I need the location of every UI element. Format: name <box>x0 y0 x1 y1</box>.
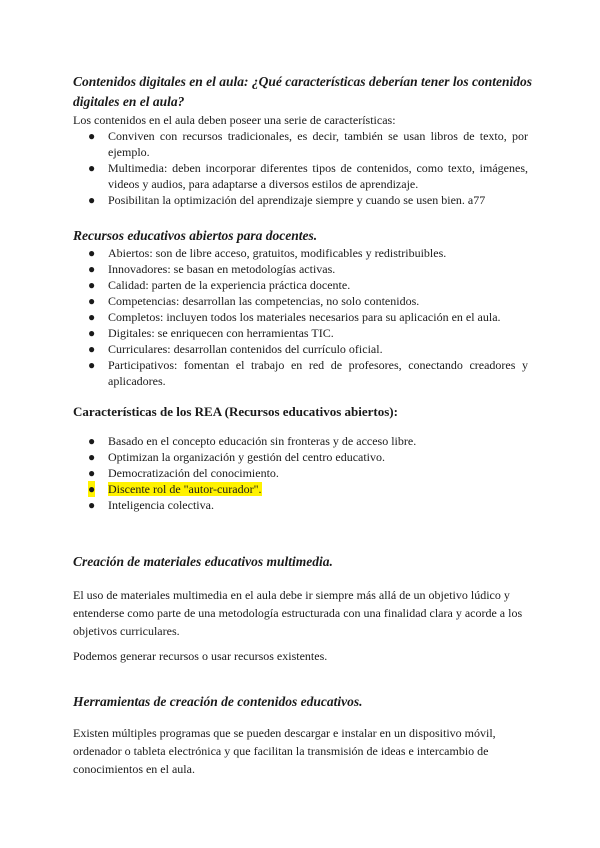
bullet-icon: ● <box>88 326 96 340</box>
bullet-icon: ● <box>88 294 96 308</box>
bullet-icon: ● <box>88 434 96 448</box>
list-item: ● Curriculares: desarrollan contenidos del currículo oficial. <box>88 342 383 356</box>
highlighted-text: Discente rol de "autor-curador". <box>108 482 262 496</box>
bullet-icon: ● <box>88 161 96 175</box>
bullet-icon: ● <box>88 358 96 372</box>
paragraph-multimedia-use: El uso de materiales multimedia en el aula debe ir siempre más allá de un objetivo lúdico y entenderse como parte de una metodología estructurada con una finalidad clara y acorde a los objetivos curriculares. <box>73 588 523 638</box>
list-item: ● Digitales: se enriquecen con herramientas TIC. <box>88 326 334 340</box>
section-heading-contenidos-digitales: Contenidos digitales en el aula: ¿Qué características deberían tener los contenidos digitales en el aula? <box>73 74 532 109</box>
bullet-icon: ● <box>88 262 96 276</box>
list-item: ● Completos: incluyen todos los materiales necesarios para su aplicación en el aula. <box>88 310 501 324</box>
bullet-icon: ● <box>88 129 96 143</box>
bullet-icon: ● <box>88 450 96 464</box>
list-item: ● Inteligencia colectiva. <box>88 498 214 512</box>
list-item: ● Multimedia: deben incorporar diferentes tipos de contenidos, como texto, imágenes, videos y audios, para adaptarse a diversos estilos de aprendizaje. <box>88 161 528 191</box>
bullet-icon: ● <box>88 498 96 512</box>
section-heading-recursos-abiertos: Recursos educativos abiertos para docentes. <box>73 228 318 243</box>
list-item: ● Democratización del conocimiento. <box>88 466 279 480</box>
section-heading-caracteristicas-rea: Características de los REA (Recursos educativos abiertos): <box>73 404 398 419</box>
list-item: ● Posibilitan la optimización del aprendizaje siempre y cuando se usen bien. a77 <box>88 193 486 207</box>
bullet-icon: ● <box>88 482 96 496</box>
bullet-icon: ● <box>88 342 96 356</box>
list-item: ● Optimizan la organización y gestión del centro educativo. <box>88 450 386 464</box>
bullet-icon: ● <box>88 193 96 207</box>
bullet-icon: ● <box>88 466 96 480</box>
list-item: ● Competencias: desarrollan las competencias, no solo contenidos. <box>88 294 420 308</box>
paragraph-generate-resources: Podemos generar recursos o usar recursos existentes. <box>73 649 328 663</box>
list-item: ● Participativos: fomentan el trabajo en red de profesores, conectando creadores y aplicadores. <box>88 358 528 388</box>
list-item: ● Abiertos: son de libre acceso, gratuitos, modificables y redistribuibles. <box>88 246 447 260</box>
rea-characteristics-list <box>73 433 528 513</box>
bullet-icon: ● <box>88 310 96 324</box>
list-item: ● Calidad: parten de la experiencia práctica docente. <box>88 278 351 292</box>
section-heading-herramientas: Herramientas de creación de contenidos educativos. <box>73 694 363 709</box>
paragraph-tools: Existen múltiples programas que se pueden descargar e instalar en un dispositivo móvil, ordenador o tableta electrónica y que facilitan la transmisión de ideas e intercambio de conocimientos en el aula. <box>73 726 496 776</box>
bullet-icon: ● <box>88 278 96 292</box>
section-heading-materiales-multimedia: Creación de materiales educativos multimedia. <box>73 554 333 569</box>
list-item: ● Innovadores: se basan en metodologías activas. <box>88 262 336 276</box>
list-item: ● Conviven con recursos tradicionales, es decir, también se usan libros de texto, por ejemplo. <box>88 129 528 159</box>
list-item: ● Basado en el concepto educación sin fronteras y de acceso libre. <box>88 434 417 448</box>
characteristics-list <box>73 128 528 208</box>
bullet-icon: ● <box>88 246 96 260</box>
list-item-highlighted <box>73 481 528 497</box>
section-intro: Los contenidos en el aula deben poseer una serie de características: <box>73 113 396 127</box>
rea-docentes-list <box>73 245 528 389</box>
